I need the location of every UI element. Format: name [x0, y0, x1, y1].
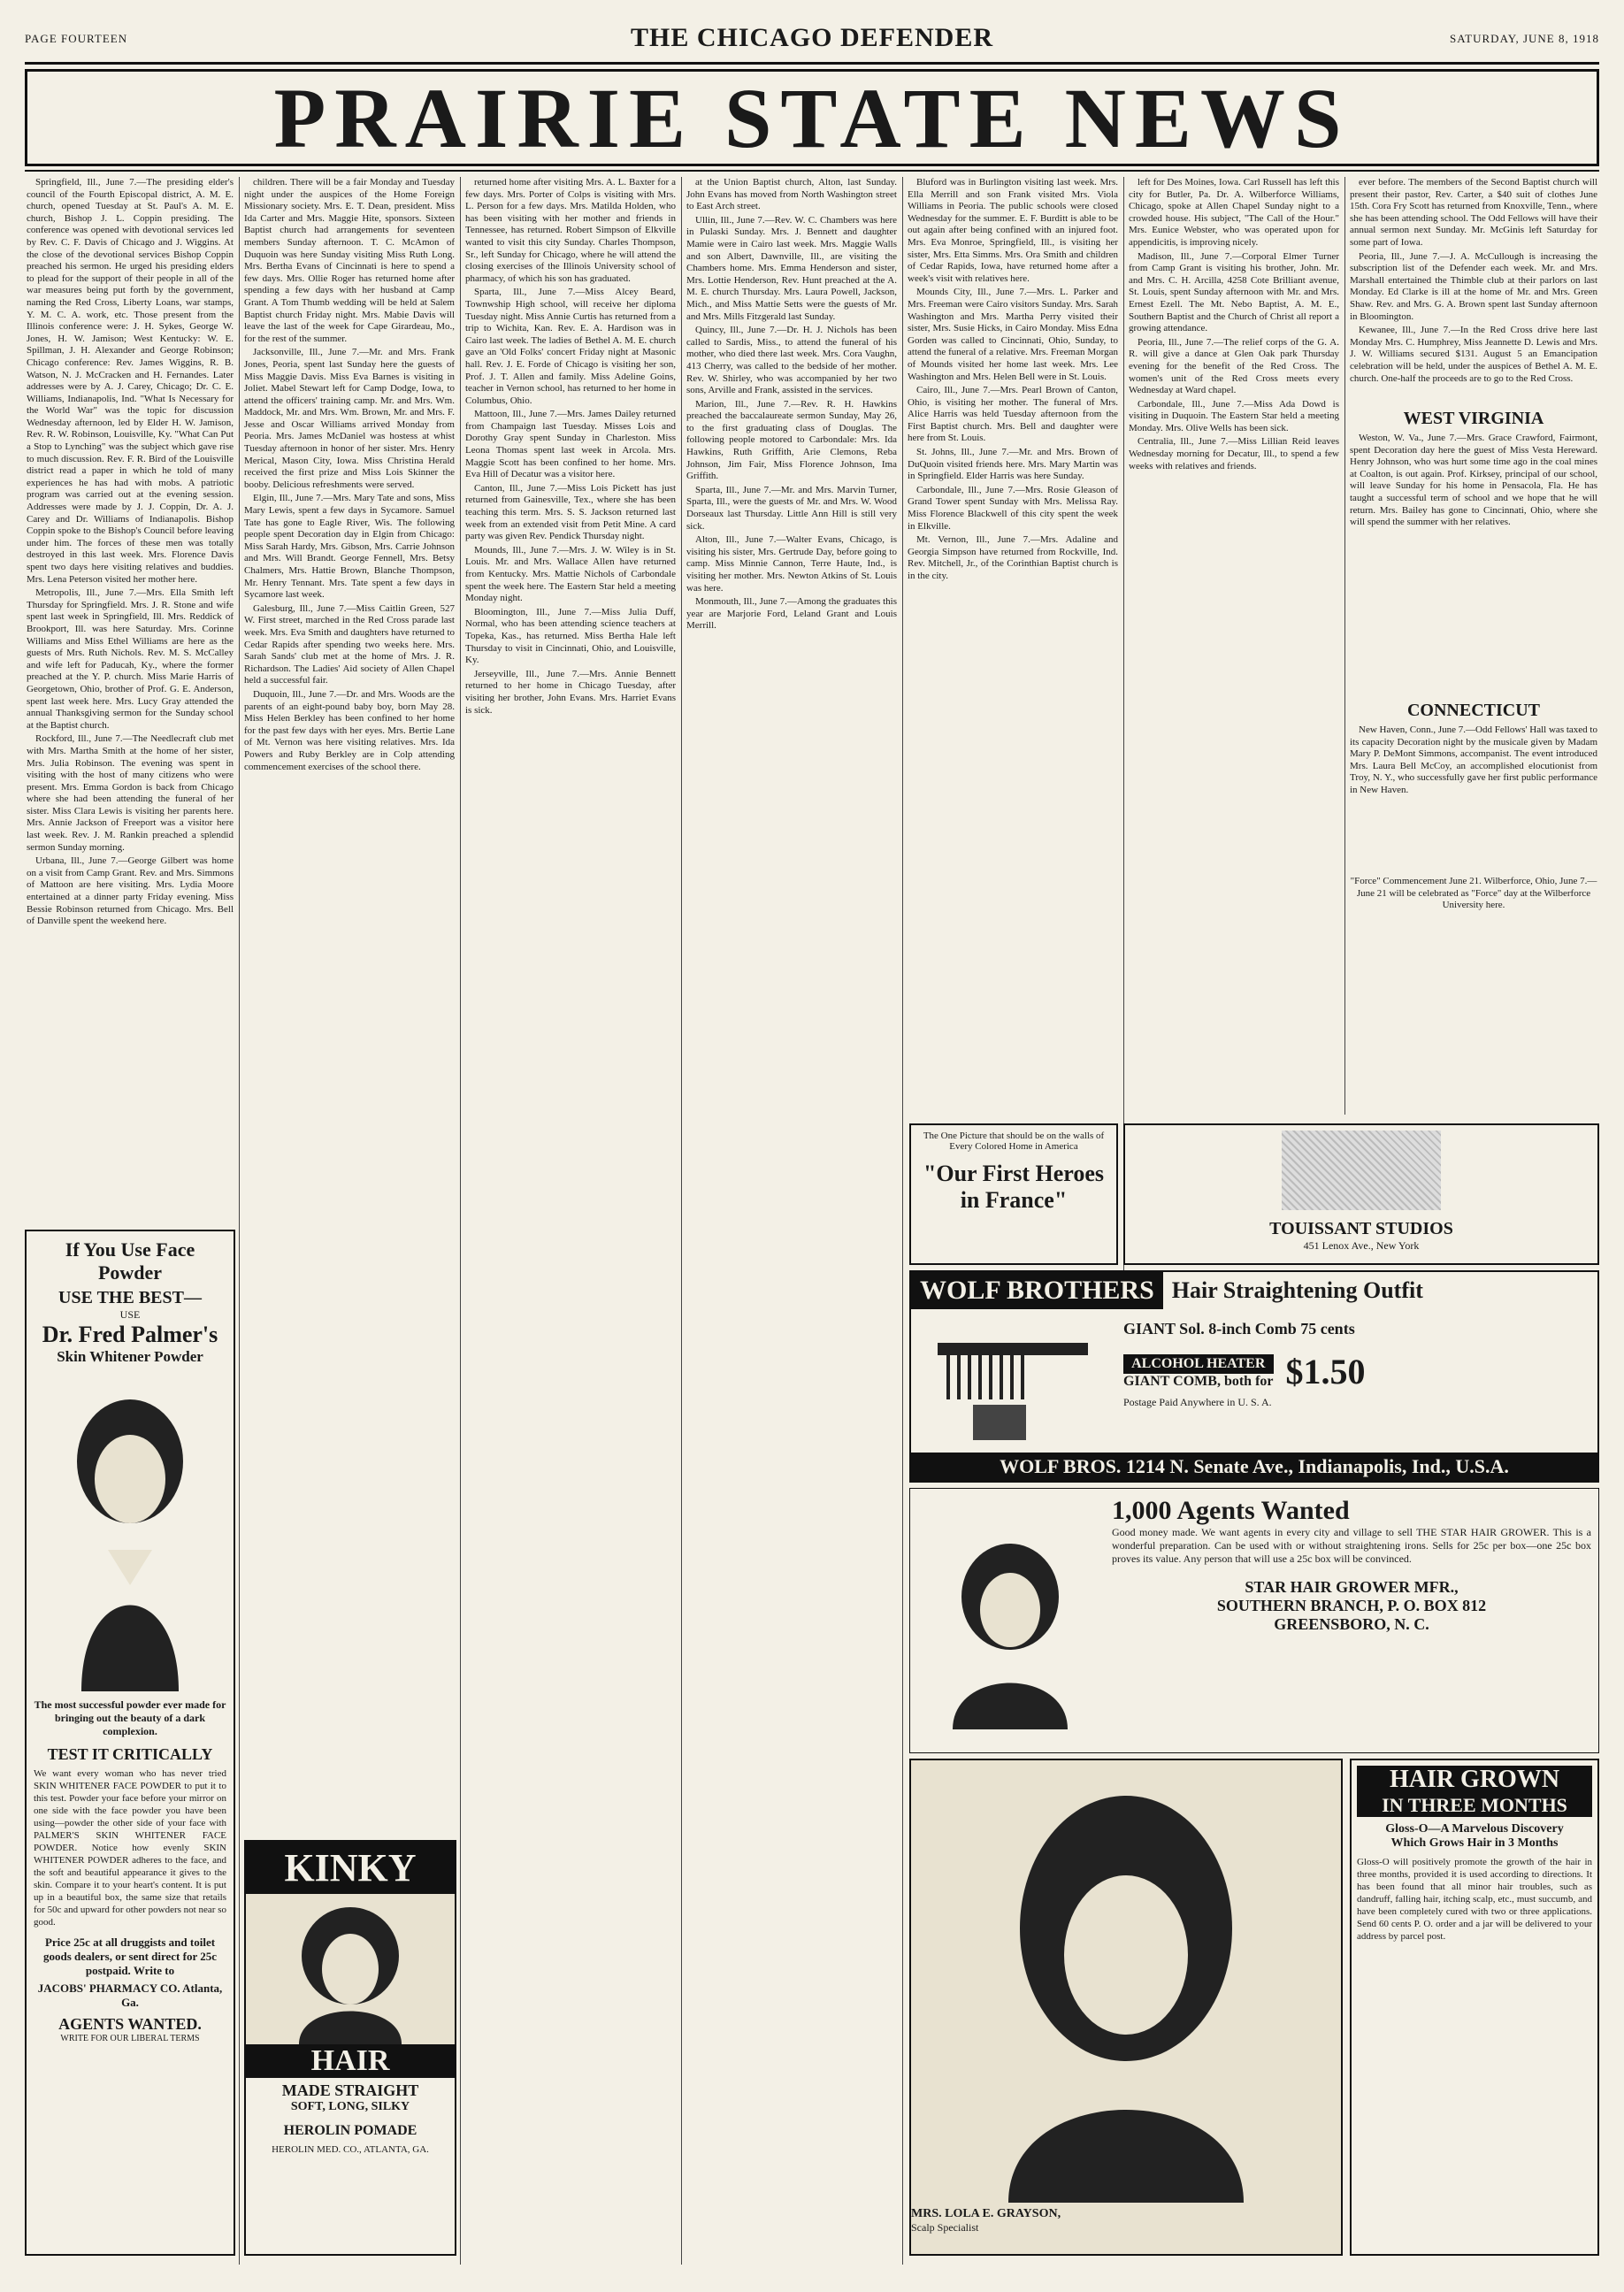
news-paragraph: Jacksonville, Ill., June 7.—Mr. and Mrs. Frank Jones, Peoria, spent last Sunday here the guests of Miss Maggie Davis. Miss Eva Barnes is visiting in Joliet. Mabel Stewart left for Camp Dodge, Iowa, to attend the officers' training camp. Mr. and Mrs. Wm. Maddock, Mr. and Mrs. Wm. Brown, Mr. and Mrs. F. Jesse and Oscar Williams arrived Monday from Peoria. Mrs. James McDaniel was hostess at whist Tuesday afternoon in honor of her sister. Mrs. Henry Merical, Mason City, Iowa. Miss Christina Herald received the first prize and Miss Lois Skinner the booby. Delicious refreshments were served.	[244, 347, 455, 490]
ad-subtitle: Which Grows Hair in 3 Months	[1390, 1836, 1559, 1850]
ad-footer: WOLF BROS. 1214 N. Senate Ave., Indianapolis, Ind., U.S.A.	[911, 1453, 1597, 1481]
ad-title: IN THREE MONTHS	[1357, 1794, 1592, 1817]
news-paragraph: at the Union Baptist church, Alton, last Sunday. John Evans has moved from North Washington street to East Arch street.	[686, 177, 897, 212]
news-paragraph: Cairo, Ill., June 7.—Mrs. Pearl Brown of Canton, Ohio, is visiting her mother. The funeral of Mrs. Alice Harris was held Tuesday afternoon from the First Baptist church. Mrs. Bell and daughter were here from St. Louis.	[908, 385, 1118, 444]
news-paragraph: Bloomington, Ill., June 7.—Miss Julia Duff, Normal, who has been attending science teachers at Topeka, Kas., has returned. Miss Bertha Hale left Thursday to visit in Cincinnati, Ohio, and Louisville, Ky.	[465, 606, 676, 666]
news-column-7	[1350, 177, 1597, 407]
ad-agents: AGENTS WANTED.	[58, 2015, 202, 2033]
ad-company: SOUTHERN BRANCH, P. O. BOX 812	[1216, 1597, 1487, 1614]
column-divider	[1344, 177, 1345, 1115]
news-paragraph: Sparta, Ill., June 7.—Miss Alcey Beard, Townwship High school, will receive her diploma Tuesday night. Miss Annie Curtis has returned from a trip to Wichita, Kan. Rev. E. A. Hardison was in Cairo last week. The ladies of Bethel A. M. E. church gave an 'Old Folks' concert Friday night at Masonic hall. Rev. J. E. Forde of Chicago is visiting her son, Prof. J. T. Allen and family. Miss Adeline Goins, teacher in Vernon school, has returned to her home in Columbus, Ohio.	[465, 287, 676, 406]
news-column-2	[244, 177, 455, 1831]
ad-company: STAR HAIR GROWER MFR.,	[1245, 1578, 1459, 1596]
ad-company: GREENSBORO, N. C.	[1274, 1615, 1429, 1633]
news-column-6	[1129, 177, 1339, 1115]
hair-grown-ad	[1350, 1759, 1599, 2256]
woman-portrait-illustration	[246, 1894, 455, 2044]
news-paragraph: Kewanee, Ill., June 7.—In the Red Cross drive here last Monday Mrs. C. Humphrey, Miss Jeannette D. Lewis and Mrs. J. W. Williams secured $131. August 5 an Emancipation celebration will be held, under the auspices of Bethel A. M. E. church. One-half the proceeds are to go to the Red Cross.	[1350, 325, 1597, 384]
news-paragraph: Monmouth, Ill., June 7.—Among the graduates this year are Marjorie Ford, Leland Grant and Louis Merrill.	[686, 596, 897, 632]
ad-studio: TOUISSANT STUDIOS	[1269, 1219, 1453, 1238]
ad-product: Skin Whitener Powder	[57, 1348, 203, 1365]
section-banner	[25, 69, 1599, 166]
news-paragraph: Springfield, Ill., June 7.—The presiding elder's council of the Fourth Episcopal district, A. M. E. church, opened Tuesday at St. Paul's A. M. E. church, Bishop J. L. Coppin presiding. The conference was opened with devotional services led by Rev. C. F. Davis of Chicago and J. Wiggins. At the close of the devotional services Bishop Coppin preached his sermon. He urged his presiding elders to plead for the support of their people in all of the war measures being put forth by the government, naming the Red Cross, Liberty Loans, war stamps, Y. M. C. A. work, etc. Those present from the Illinois conference were: J. H. Sykes, George W. Jones, H. W. Jamison; West Kentucky: W. E. Spillman, J. H. Alexander and George Robinson; Chicago conference: Rev. James Wiggins, R. B. Watson, N. J. McCracken and H. Fernandes. Later addresses were by A. J. Carey, Chicago; Dr. C. E. Williams, Indianapolis, Ind. "What Is Necessary for the World War" was the topic for discussion Wednesday afternoon, led by Elder H. W. Jamison, Rev. R. W. Robinson, Louisville, Ky. "What Can Put a Stop to Lynching" was the subject which gave rise to much discussion. Rev. F. R. Bird of the Louisville district read a paper in which he told of many experiences he has had with mobs. A patriotic program was carried out at the evening session. Addresses were made by J. J. Coppin, Dr. A. J. Carey and Dr. Williams of Indianapolis. Bishop Coppin spoke to the Bishop's Council before leaving under him. The forces of these men was totally destroyed in this last week. Mrs. Florence Davis spent two days here visiting relatives and buddies. Mrs. Lena Peterson visited her mother here.	[27, 177, 234, 585]
news-paragraph: children. There will be a fair Monday and Tuesday night under the auspices of the Home Foreign Missionary society. Mrs. E. T. Dean, president. Miss Ida Carter and Mrs. Maggie Hite, sponsors. Sixteen Baptist church had arrangements for seventeen members Sunday afternoon. T. C. McAmon of Duquoin was here Sunday visiting Miss Ruth Long. Mrs. Bertha Evans of Cincinnati is here to spend a few days. Mrs. Ollie Roger has returned home after spending a few days with her husband at Camp Grant. A Tom Thumb wedding will be held at Salem Baptist church Friday night. Mrs. Mabie Davis will leave the last of the week for Cape Girardeau, Mo., for the rest of the summer.	[244, 177, 455, 344]
news-column-3	[465, 177, 676, 2265]
news-paragraph: Sparta, Ill., June 7.—Mr. and Mrs. Marvin Turner, Sparta, Ill., were the guests of Mr. and Mrs. W. Wood Dorseaux last Thursday. Little Ann Hill is still very sick.	[686, 484, 897, 532]
news-column-4	[686, 177, 897, 2265]
news-paragraph: Weston, W. Va., June 7.—Mrs. Grace Crawford, Fairmont, spent Decoration day here the guest of Miss Vesta Hereward. Henry Johnson, who was hurt some time ago in the coal mines at Coalton, is out again. Prof. Kirksey, principal of our school, will leave Sunday for his home in Pensacola, Fla. He has taught a successful term of school and we hope that he will return. Mrs. Bailey has gone to Cincinnati, Ohio, where she will spend the summer with her relatives.	[1350, 433, 1597, 528]
news-paragraph: returned home after visiting Mrs. A. L. Baxter for a few days. Mrs. Porter of Colps is visiting with Mrs. L. Person for a few days. Mrs. Matilda Holden, who has been visiting with her mother and friends in Tennessee, has returned. Robert Simpson of Elkville wanted to visit this city Sunday. Charles Thompson, Sr., left Sunday for Chicago, where he will attend the closing exercises of the Illinois University school of pharmacy, of which his son has graduated.	[465, 177, 676, 284]
woman-portrait-illustration	[55, 1373, 205, 1691]
grayson-portrait	[909, 1759, 1343, 2256]
column-divider	[902, 177, 903, 2265]
ad-subheading: TEST IT CRITICALLY	[47, 1745, 213, 1763]
ad-text: SOFT, LONG, SILKY	[290, 2100, 410, 2113]
ad-combo: GIANT COMB, both for	[1123, 1373, 1274, 1389]
news-paragraph: left for Des Moines, Iowa. Carl Russell has left this city for Butler, Pa. Dr. A. Wilberforce Williams, Chicago, spoke at Allen Chapel Sunday night to a crowded house. His subject, "The Call of the Hour." Mrs. Eunice Webster, who was operated upon for appendicitis, is improving nicely.	[1129, 177, 1339, 248]
portrait-caption: Scalp Specialist	[911, 2221, 979, 2234]
ad-comb: GIANT Sol. 8-inch Comb 75 cents	[1123, 1320, 1355, 1338]
header-rule	[25, 62, 1599, 65]
news-paragraph: Carbondale, Ill., June 7.—Mrs. Rosie Gleason of Grand Tower spent Sunday with Mrs. Melissa Ray. Miss Florence Blackwell of this city spent the week in Elkville.	[908, 484, 1118, 532]
palmer-powder-ad	[25, 1230, 235, 2256]
ad-heater: ALCOHOL HEATER	[1123, 1354, 1274, 1374]
news-paragraph: Mounds City, Ill., June 7.—Mrs. L. Parker and Mrs. Freeman were Cairo visitors Sunday. Mrs. Sarah Washington and Mrs. Martha Perry visited their sister, Mrs. Susie Hicks, in Cairo Monday. Miss Edna Gorden was called to Cincinnati, Ohio, Sunday, to attend the funeral of a relative. Mrs. Freeman Morgan of Mounds visited her home last week. Mrs. Lee Washington and Mrs. Helen Bell were in St. Louis.	[908, 287, 1118, 382]
news-paragraph: Canton, Ill., June 7.—Miss Lois Pickett has just returned from Gainesville, Tex., where she has been teaching this term. Mrs. S. S. Jackson returned last week from an extended visit from Petit Mine. A card party was given Rev. Pendick Thursday night.	[465, 482, 676, 542]
section-heading: CONNECTICUT	[1406, 701, 1541, 720]
news-paragraph: Carbondale, Ill., June 7.—Miss Ada Dowd is visiting in Duquoin. The Eastern Star held a meeting Monday. Mrs. Olive Wells has been sick.	[1129, 398, 1339, 433]
news-paragraph: ever before. The members of the Second Baptist church will present their pastor, Rev. Carter, a $40 suit of clothes June 15th. Cora Fry Scott has returned from Knoxville, Tenn., where she has been attending school. The Odd Fellows will have their annual sermon next Sunday. Mr. McGinis left Saturday for some part of Iowa.	[1350, 177, 1597, 248]
ad-body: Gloss-O will positively promote the growth of the hair in three months, provided it is used according to directions. It has been found that all minor hair troubles, such as dandruff, falling hair, itching scalp, etc., must succumb, and have been completely cured with two or three applications. Send 60 cents P. O. order and a jar will be delivered to your address by parcel post.	[1357, 1857, 1592, 1942]
news-paragraph: Jerseyville, Ill., June 7.—Mrs. Annie Bennett returned to her home in Chicago Tuesday, after visiting her brother, John Evans. Mrs. Harriet Evans is sick.	[465, 668, 676, 716]
kinky-hair-ad	[244, 1840, 456, 2256]
ad-title: HAIR GROWN	[1357, 1766, 1592, 1794]
news-paragraph: Rockford, Ill., June 7.—The Needlecraft club met with Mrs. Martha Smith at the home of her sister, Mrs. Julia Robinson. The evening was spent in visiting with the host of many citizens who were present. Mrs. Emma Gordon is back from Chicago where she had been attending the funeral of her sister. Miss Clara Lewis is visiting her parents here. Mrs. Annie Jackson of Freeport was a visitor here last week. Rev. J. M. Rankin preached a splendid sermon Sunday morning.	[27, 733, 234, 853]
news-paragraph: Metropolis, Ill., June 7.—Mrs. Ella Smith left Thursday for Springfield. Mrs. J. R. Stone and wife spent last week in Springfield, Ill. Mrs. Reddick of Brookport, Ill. was here Saturday. Mrs. Corinne Williams and Miss Ethel Williams are here as the guests of Mrs. Ruth Nichols. Rev. M. S. McCalley and wife left for Paducah, Ky., where the former preached at the Y. P. church. Miss Marie Harris of Georgetown, Ohio, brother of Prof. G. E. Anderson, spent last week here. Mrs. Lucy Gray attended the annual Thanksgiving sermon for the Sunday school at the Baptist church.	[27, 587, 234, 731]
ad-agents-sub: WRITE FOR OUR LIBERAL TERMS	[60, 2034, 200, 2043]
ad-postage: Postage Paid Anywhere in U. S. A.	[1123, 1396, 1272, 1408]
ad-body: Good money made. We want agents in every city and village to sell THE STAR HAIR GROWER. This is a wonderful preparation. Can be used with or without straightening irons. Sells for 25c per box—one 25c box proves its value. Any person that will use a 25c box will be convinced.	[1112, 1526, 1591, 1565]
news-paragraph: St. Johns, Ill., June 7.—Mr. and Mrs. Brown of DuQuoin visited friends here. Mrs. Mary Martin was in Springfield. Elder Harris was here Sunday.	[908, 447, 1118, 482]
news-column-1	[27, 177, 234, 1221]
ad-title: "Our First Heroes in France"	[923, 1161, 1105, 1213]
ad-headline: If You Use Face Powder	[65, 1238, 195, 1284]
heroes-picture-thumbnail	[1282, 1131, 1441, 1210]
ad-intro: The One Picture that should be on the walls of Every Colored Home in America	[923, 1131, 1105, 1152]
news-paragraph: Duquoin, Ill., June 7.—Dr. and Mrs. Woods are the parents of an eight-pound baby boy, born May 28. Miss Helen Berkley has been confined to her home for the past few days with her eyes. Mrs. Bertie Lane of Mt. Vernon was here visiting relatives. Mrs. Ida Powers and Ruby Berkley are in Colp attending commencement exercises of the school there.	[244, 688, 455, 772]
ad-price: $1.50	[1285, 1352, 1366, 1391]
ad-headline: USE THE BEST—	[58, 1288, 202, 1307]
connecticut-section	[1350, 701, 1597, 869]
section-title: PRAIRIE STATE NEWS	[273, 70, 1351, 165]
page-number: PAGE FOURTEEN	[25, 32, 128, 45]
ad-text: MADE STRAIGHT	[281, 2081, 419, 2099]
column-divider	[681, 177, 682, 2265]
column-divider	[239, 177, 240, 2265]
news-paragraph: Madison, Ill., June 7.—Corporal Elmer Turner from Camp Grant is visiting his brother, John. Mr. and Mrs. C. H. Arcilla, 4258 Cote Brilliant avenue, St. Louis, spent Sunday afternoon with Mr. and Mrs. Ernest Ezell. The Mt. Nebo Baptist, A. M. E., Southern Baptist and the Church of Christ all report a growing attendance.	[1129, 250, 1339, 334]
news-paragraph: Alton, Ill., June 7.—Walter Evans, Chicago, is visiting his sister, Mrs. Gertrude Day, before going to camp. Miss Minnie Cannon, Terre Haute, Ind., is visiting her mother. Mrs. Newton Atkins of St. Louis was here.	[686, 534, 897, 594]
heroes-picture-ad	[909, 1123, 1118, 1265]
ad-address: 451 Lenox Ave., New York	[1303, 1239, 1420, 1252]
ad-company: JACOBS' PHARMACY CO. Atlanta, Ga.	[37, 1982, 223, 2009]
ad-brand: HEROLIN POMADE	[283, 2123, 417, 2138]
news-paragraph: Elgin, Ill., June 7.—Mrs. Mary Tate and sons, Miss Mary Lewis, spent a few days in Sycamore. Samuel Tate has gone to Eagle River, Wis. The following people spent Decoration day in Elgin from Chicago: Miss Sarah Hardy, Mrs. Gibson, Mrs. Carrie Johnson and Mrs. Will Brandt. George Fennell, Mrs. Betsy Chalmers, Mrs. Hattie Brown, Blanche Thompson, Mr. Henry Tennant. Mrs. Tate spent a few days in Sycamore last week.	[244, 493, 455, 601]
paper-name: THE CHICAGO DEFENDER	[630, 23, 994, 52]
news-paragraph: Quincy, Ill., June 7.—Dr. H. J. Nichols has been called to Sardis, Miss., to attend the funeral of his mother, who died there last week. Mrs. Cora Vaughn, 413 Cherry, was called to the bedside of her mother. Rev. W. Shirley, who was accompanied by her two sons, Arville and Frank, assisted in the services.	[686, 325, 897, 396]
column-divider	[460, 177, 461, 2265]
news-paragraph: Galesburg, Ill., June 7.—Miss Caitlin Green, 527 W. First street, marched in the Red Cross parade last week. Mrs. Eva Smith and daughters have returned to Cedar Rapids after spending two weeks here. Mrs. Sarah Sands' club met at the home of Mrs. J. R. Richardson. The Ladies' Aid society of Allen Chapel held a successful fair.	[244, 602, 455, 686]
news-paragraph: Mt. Vernon, Ill., June 7.—Mrs. Adaline and Georgia Simpson have returned from Rockville, Ind. Rev. Mitchell, Jr., of the Corinthian Baptist church is in the city.	[908, 534, 1118, 581]
news-paragraph: Marion, Ill., June 7.—Rev. R. H. Hawkins preached the baccalaureate sermon Sunday, May 26, to the first graduating class of Douglas. The following people motored to Carbondale: Mrs. Ida Hawkins, Ruth Griffith, Arie Clemons, Reba Johnson, Jim Fair, Miss Florence Johnson, Ima Griffith.	[686, 398, 897, 482]
ad-tagline: The most successful powder ever made for bringing out the beauty of a dark complexion.	[34, 1698, 226, 1737]
ad-company: HEROLIN MED. CO., ATLANTA, GA.	[272, 2144, 429, 2155]
portrait-caption: MRS. LOLA E. GRAYSON,	[911, 2207, 1061, 2220]
ad-subtitle: Gloss-O—A Marvelous Discovery	[1385, 1822, 1564, 1836]
wolf-brothers-ad	[909, 1270, 1599, 1483]
ad-subtitle: Hair Straightening Outfit	[1171, 1277, 1423, 1303]
news-paragraph: Bluford was in Burlington visiting last week. Mrs. Ella Merrill and son Frank visited Mrs. Viola Williams in Peoria. The public schools were closed Wednesday for the summer. E. F. Burditt is able to be out again after being confined with an injured foot. Mrs. Eva Monroe, Springfield, Ill., is visiting her sister, Mrs. Etta Simms. Mrs. Ora Smith and children of Cedar Rapids, Iowa, have returned home after a week's visit with relatives here.	[908, 177, 1118, 284]
ad-title: KINKY	[246, 1842, 455, 1894]
ad-subtitle: HAIR	[246, 2044, 455, 2078]
news-paragraph: Centralia, Ill., June 7.—Miss Lillian Reid leaves Wednesday morning for Decatur, Ill., to spend a few weeks with relatives and friends.	[1129, 436, 1339, 471]
comb-illustration	[911, 1316, 1115, 1449]
woman-portrait-illustration	[917, 1526, 1103, 1729]
ad-body: We want every woman who has never tried SKIN WHITENER FACE POWDER to put it to this test. Powder your face before your mirror on one side with the face powder you have been using—powder the other side of your face with PALMER'S SKIN WHITENER FACE POWDER. Notice how evenly SKIN WHITENER POWDER adheres to the face, and the soft and beautiful appearance it gives to the skin. Compare it to your heart's content. It is put up in a beautiful box, the same size that retails for 50c and upward for other powders not near so good.	[34, 1768, 226, 1928]
section-heading: WEST VIRGINIA	[1403, 409, 1544, 428]
news-paragraph: Mounds, Ill., June 7.—Mrs. J. W. Wiley is in St. Louis. Mr. and Mrs. Wallace Allen have returned from Kentucky. Mrs. Mattie Nichols of Carbondale spent the week here. The Eastern Star held a meeting Monday night.	[465, 544, 676, 604]
news-paragraph: Peoria, Ill., June 7.—The relief corps of the G. A. R. will give a dance at Glen Oak park Thursday evening for the benefit of the Red Cross. The women's unit of the Red Cross meets every Wednesday at Ward chapel.	[1129, 336, 1339, 396]
ad-title: 1,000 Agents Wanted	[1112, 1496, 1350, 1525]
news-paragraph: Ullin, Ill., June 7.—Rev. W. C. Chambers was here in Pulaski Sunday. Mrs. J. Bennett and daughter Mamie were in Cairo last week. Mrs. Maggie Walls and son Albert, Dawnville, Ill., are visiting the Chambers home. Mrs. Emma Henderson and sister, Mrs. Lottie Henderson, Rev. Hunt preached at the A. M. E. church Thursday. Mrs. Laura Powell, Jackson, Mich., and Miss Mattie Setts were the guests of Mr. and Mrs. Mills Fitzgerald last Sunday.	[686, 214, 897, 322]
ad-price: Price 25c at all druggists and toilet goods dealers, or sent direct for 25c postpaid. Write to	[42, 1936, 218, 1977]
ad-title: WOLF BROTHERS	[911, 1272, 1163, 1309]
ad-text: USE	[119, 1308, 141, 1321]
ad-brand: Dr. Fred Palmer's	[42, 1322, 218, 1347]
news-paragraph: New Haven, Conn., June 7.—Odd Fellows' Hall was taxed to its capacity Decoration night by the musicale given by Madam Mary P. DeMont Simmons, accompanist. The event introduced Mrs. Laura Bell McCoy, an accomplished elocutionist from Troy, N. Y., who successfully gave her first public performance in New Haven.	[1350, 724, 1597, 795]
page-header	[25, 23, 1599, 58]
touissant-studios-ad	[1123, 1123, 1599, 1265]
issue-date: SATURDAY, JUNE 8, 1918	[1450, 32, 1599, 45]
force-day-note: "Force" Commencement June 21. Wilberforce, Ohio, June 7.—June 21 will be celebrated as "Force" day at the Wilberforce University here.	[1350, 876, 1597, 911]
west-virginia-section	[1350, 409, 1597, 692]
agents-wanted-ad	[909, 1488, 1599, 1753]
news-paragraph: Mattoon, Ill., June 7.—Mrs. James Dailey returned from Champaign last Tuesday. Misses Lois and Dorothy Gray spent Sunday in Charleston. Miss Leona Thomas spent last week in Arcola. Mrs. Maggie Scott has been confined to her home. Mrs. Eva Hill of Decatur was a visitor here.	[465, 409, 676, 480]
woman-portrait-illustration	[911, 1760, 1341, 2203]
news-paragraph: Urbana, Ill., June 7.—George Gilbert was home on a visit from Camp Grant. Rev. and Mrs. Simmons of Mattoon are here visiting. Mrs. Lydia Moore entertained at a dinner party Friday evening. Miss Bessie Robinson returned from Chicago. Mrs. Bell of Danville spent the weekend here.	[27, 855, 234, 927]
news-paragraph: Peoria, Ill., June 7.—J. A. McCullough is increasing the subscription list of the Defender each week. Mr. and Mrs. Marshall entertained the Thimble club at their parlors on last Monday. Ed Clarke is ill at the home of Mr. and Mrs. Green Shaw. Rev. and Mrs. G. A. Brown spent last Sunday afternoon in Bloomington.	[1350, 250, 1597, 322]
banner-rule	[25, 170, 1599, 172]
